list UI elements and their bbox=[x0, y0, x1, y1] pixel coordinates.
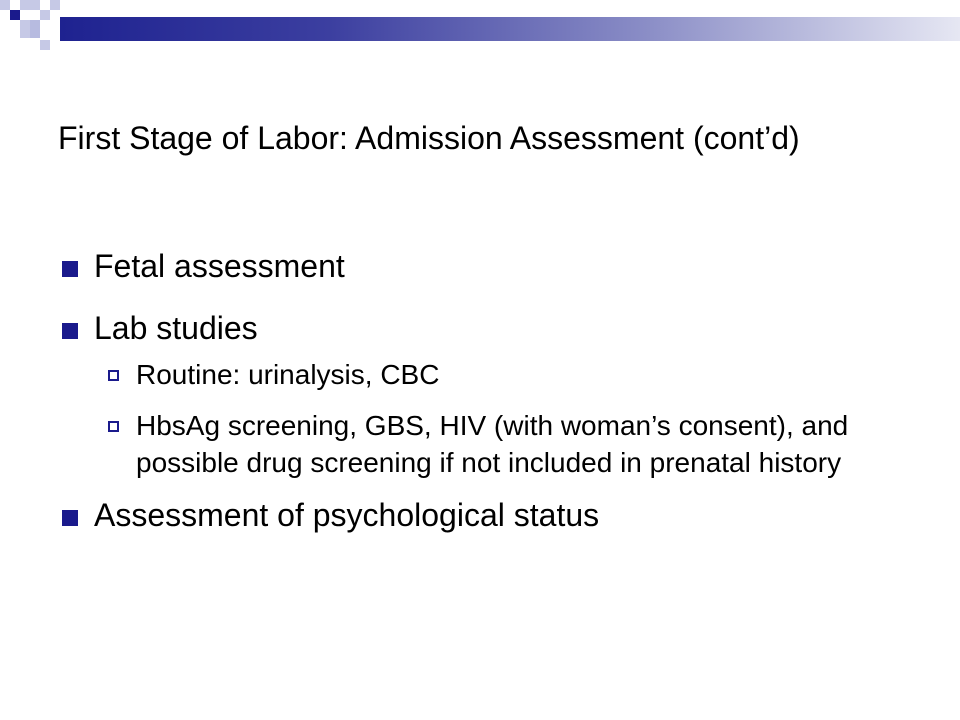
sub-bullet-item bbox=[62, 356, 922, 393]
slide-title: First Stage of Labor: Admission Assessment (cont’d) bbox=[58, 120, 800, 156]
square-bullet-icon bbox=[62, 510, 78, 526]
sub-bullet-item bbox=[62, 407, 922, 481]
bullet-text: Lab studies bbox=[94, 310, 258, 346]
sub-bullet-list bbox=[62, 356, 922, 481]
square-bullet-icon bbox=[62, 261, 78, 277]
header-gradient-bar bbox=[60, 17, 960, 41]
bullet-text: Fetal assessment bbox=[94, 248, 345, 284]
decor-square bbox=[50, 0, 60, 10]
hollow-square-bullet-icon bbox=[108, 370, 119, 381]
bullet-item bbox=[62, 495, 922, 535]
bullet-item bbox=[62, 246, 922, 286]
sub-bullet-text: Routine: urinalysis, CBC bbox=[136, 359, 440, 390]
hollow-square-bullet-icon bbox=[108, 421, 119, 432]
bullet-text: Assessment of psychological status bbox=[94, 497, 600, 533]
decor-square bbox=[30, 0, 40, 10]
decor-square bbox=[40, 40, 50, 50]
square-bullet-icon bbox=[62, 323, 78, 339]
sub-bullet-text: HbsAg screening, GBS, HIV (with woman’s consent), and possible drug screening if not included in prenatal history bbox=[136, 410, 849, 478]
decor-square bbox=[20, 20, 30, 38]
decor-square bbox=[0, 0, 10, 10]
decor-square bbox=[40, 10, 50, 20]
bullet-item bbox=[62, 308, 922, 481]
decor-square bbox=[20, 0, 30, 10]
decor-square-dark bbox=[10, 10, 20, 20]
decor-square bbox=[30, 20, 40, 38]
header-decoration bbox=[0, 0, 960, 60]
bullet-list bbox=[62, 246, 922, 557]
